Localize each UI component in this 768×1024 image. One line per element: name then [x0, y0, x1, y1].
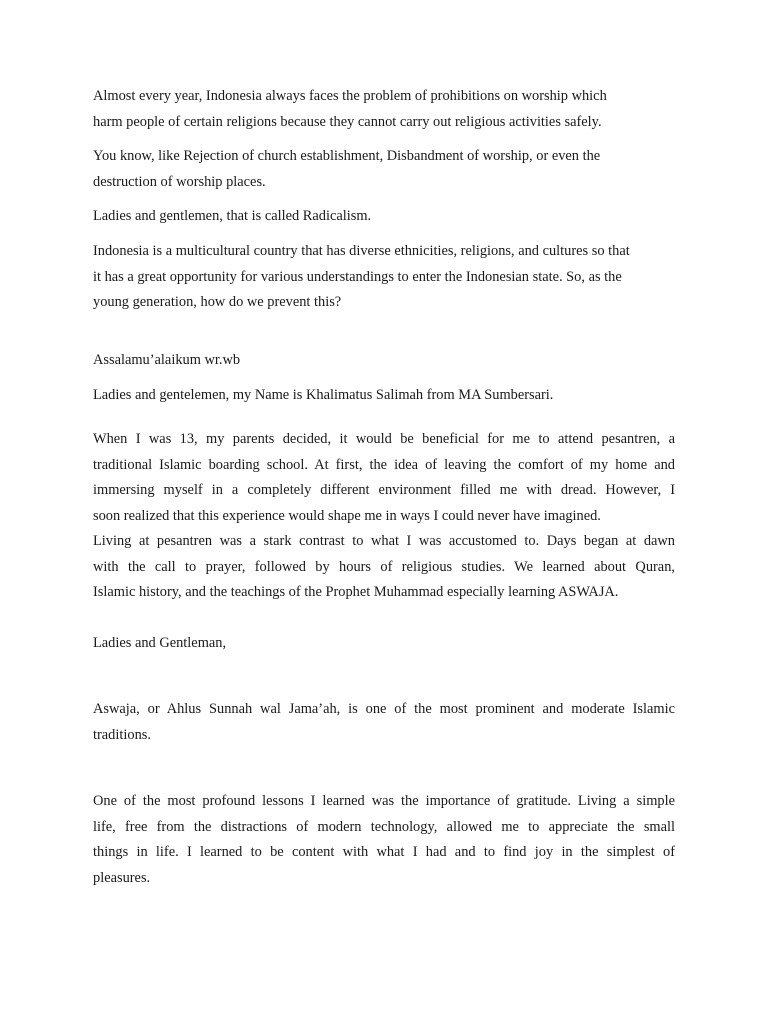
text-line: One of the most profound lessons I learned was the importance of gratitude. Living a simple	[93, 793, 675, 809]
text-line: with the call to prayer, followed by hours of religious studies. We learned about Quran,	[93, 558, 675, 575]
text-line: Assalamu’alaikum wr.wb	[93, 352, 241, 368]
paragraph-greeting	[93, 348, 675, 374]
text-line: things in life. I learned to be content with what I had and to find joy in the simplest of	[93, 844, 675, 860]
text-line: When I was 13, my parents decided, it would be beneficial for me to attend pesantren, a	[93, 431, 675, 447]
paragraph-aswaja	[93, 697, 675, 748]
text-line: young generation, how do we prevent this?	[93, 294, 342, 310]
paragraph-examples	[93, 144, 675, 195]
paragraph-multicultural	[93, 239, 675, 316]
text-line: traditional Islamic boarding school. At first, the idea of leaving the comfort of my home and	[93, 456, 675, 473]
paragraph-pesantren	[93, 427, 675, 606]
text-line: Ladies and gentlemen, that is called Radicalism.	[93, 208, 372, 224]
text-line: Ladies and gentelemen, my Name is Khalimatus Salimah from MA Sumbersari.	[93, 387, 554, 403]
paragraph-radicalism	[93, 204, 675, 230]
text-line: Aswaja, or Ahlus Sunnah wal Jama’ah, is one of the most prominent and moderate Islamic	[93, 701, 675, 717]
text-line: destruction of worship places.	[93, 173, 266, 190]
paragraph-introduction	[93, 383, 675, 409]
paragraph-gratitude	[93, 789, 675, 891]
text-line: harm people of certain religions because they cannot carry out religious activities safely.	[93, 113, 602, 130]
text-line: pleasures.	[93, 869, 151, 886]
text-line: Ladies and Gentleman,	[93, 635, 227, 651]
paragraph-intro	[93, 84, 675, 135]
text-line: soon realized that this experience would shape me in ways I could never have imagined.	[93, 507, 601, 524]
text-line: immersing myself in a completely different environment filled me with dread. However, I	[93, 482, 675, 498]
text-line: Almost every year, Indonesia always faces the problem of prohibitions on worship which	[93, 88, 607, 104]
text-line: Living at pesantren was a stark contrast to what I was accustomed to. Days began at dawn	[93, 533, 675, 549]
text-line: it has a great opportunity for various understandings to enter the Indonesian state. So, as the	[93, 268, 622, 285]
text-line: traditions.	[93, 726, 151, 743]
text-line: Islamic history, and the teachings of the Prophet Muhammad especially learning ASWAJA.	[93, 584, 619, 600]
paragraph-salutation	[93, 631, 675, 657]
text-line: You know, like Rejection of church establishment, Disbandment of worship, or even the	[93, 148, 601, 164]
text-line: Indonesia is a multicultural country that has diverse ethnicities, religions, and cultures so that	[93, 243, 630, 259]
text-line: life, free from the distractions of modern technology, allowed me to appreciate the small	[93, 818, 675, 835]
